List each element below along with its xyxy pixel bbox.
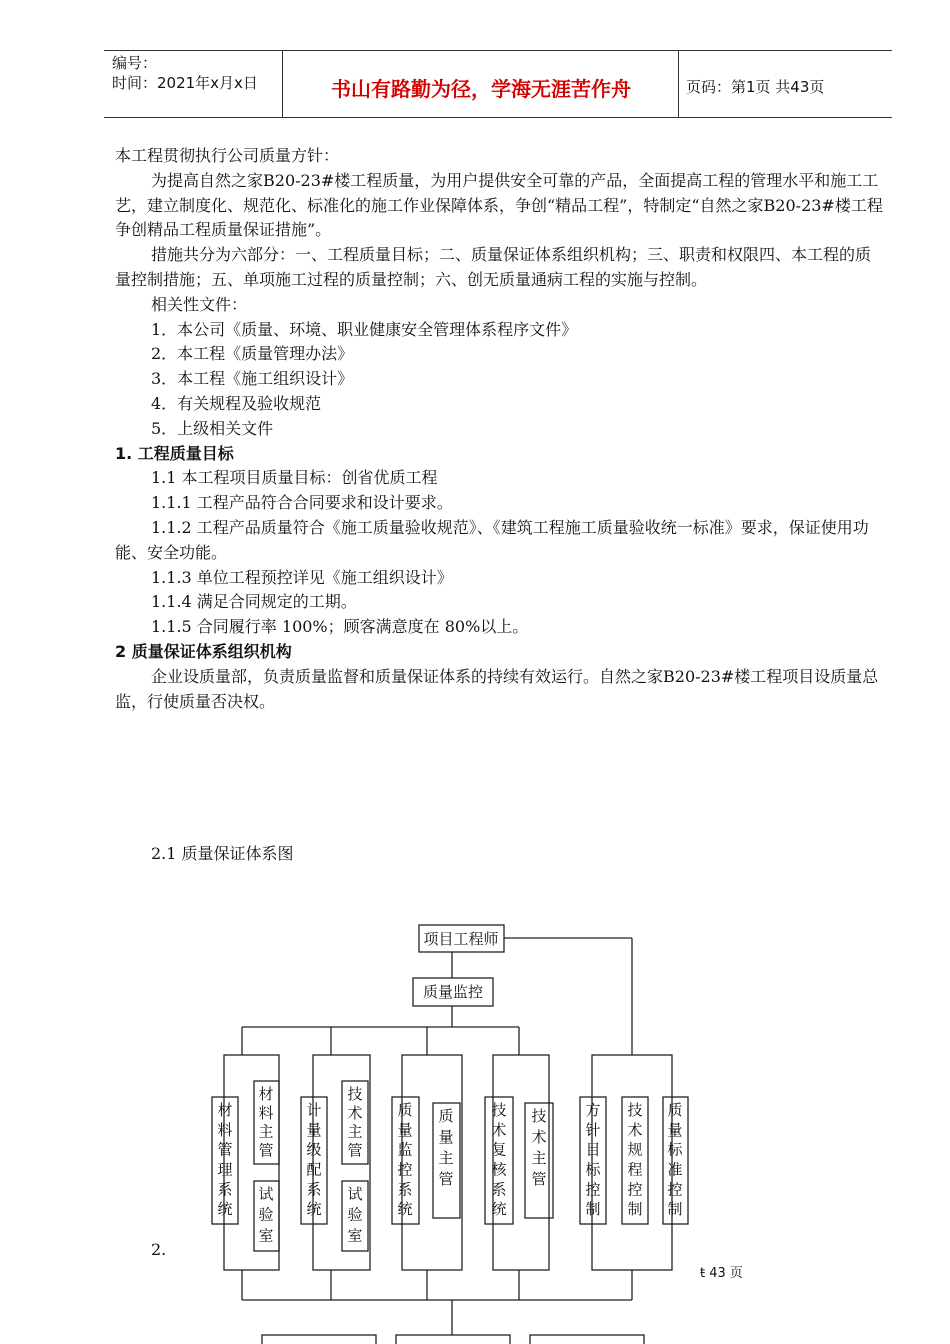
chart-vertical-label: 技术规程控制 bbox=[627, 1101, 643, 1219]
chart-vertical-label: 质量标准控制 bbox=[667, 1101, 683, 1219]
list-item: 3．本工程《施工组织设计》 bbox=[151, 369, 354, 389]
paragraph: 本工程贯彻执行公司质量方针： bbox=[115, 146, 340, 165]
page-fragment: 2. bbox=[151, 1240, 167, 1259]
paragraph: 企业设质量部，负责质量监督和质量保证体系的持续有效运行。自然之家B20-23#楼工程项目设质量总监，行使质量否决权。 bbox=[115, 666, 879, 711]
paragraph: 相关性文件： bbox=[151, 294, 248, 314]
number-label: 编号： bbox=[112, 54, 158, 72]
list-item: 4．有关规程及验收规范 bbox=[151, 393, 322, 413]
diagram-caption: 2.1 质量保证体系图 bbox=[151, 844, 294, 863]
chart-vertical-label: 质量主管 bbox=[438, 1107, 454, 1188]
chart-vertical-label: 质量监控系统 bbox=[397, 1101, 413, 1219]
page-info: 页码：第1页 共43页 bbox=[686, 78, 825, 96]
chart-vertical-label: 材料主管 bbox=[258, 1085, 274, 1160]
subsection: 1.1.5 合同履行率 100%；顾客满意度在 80%以上。 bbox=[151, 617, 529, 637]
subsection: 1.1.3 单位工程预控详见《施工组织设计》 bbox=[151, 567, 453, 587]
subsection: 1.1 本工程项目质量目标：创省优质工程 bbox=[151, 468, 438, 488]
subsection: 1.1.1 工程产品符合合同要求和设计要求。 bbox=[151, 493, 453, 513]
chart-vertical-label: 技术主管 bbox=[531, 1107, 547, 1188]
header-motto: 书山有路勤为径，学海无涯苦作舟 bbox=[331, 77, 631, 101]
chart-vertical-label: 试验室 bbox=[347, 1185, 363, 1245]
chart-label: 项目工程师 bbox=[423, 930, 499, 948]
chart-vertical-label: 材料管理系统 bbox=[217, 1101, 233, 1219]
chart-vertical-label: 技术复核系统 bbox=[491, 1101, 507, 1219]
list-item: 1．本公司《质量、环境、职业健康安全管理体系程序文件》 bbox=[151, 319, 578, 339]
list-item: 5．上级相关文件 bbox=[151, 418, 274, 438]
page-footer: ŧ 43 页 bbox=[700, 1266, 743, 1281]
section-heading: 2 质量保证体系组织机构 bbox=[115, 641, 292, 661]
chart-vertical-label: 计量级配系统 bbox=[306, 1101, 322, 1219]
chart-vertical-label: 技术主管 bbox=[347, 1085, 363, 1160]
list-item: 2．本工程《质量管理办法》 bbox=[151, 344, 354, 364]
subsection: 1.1.2 工程产品质量符合《施工质量验收规范》、《建筑工程施工质量验收统一标准》要求，保证使用功能、安全功能。 bbox=[115, 517, 869, 562]
chart-label: 质量监控 bbox=[422, 983, 484, 1001]
time-label: 时间：2021年x月x日 bbox=[112, 74, 258, 92]
subsection: 1.1.4 满足合同规定的工期。 bbox=[151, 592, 357, 612]
paragraph: 措施共分为六部分：一、工程质量目标；二、质量保证体系组织机构；三、职责和权限四、本工程的质量控制措施；五、单项施工过程的质量控制；六、创无质量通病工程的实施与控制。 bbox=[115, 245, 872, 289]
paragraph: 为提高自然之家B20-23#楼工程质量，为用户提供安全可靠的产品，全面提高工程的管理水平和施工工艺，建立制度化、规范化、标准化的施工作业保障体系，争创“精品工程”，特制定“自然之家B20-23#楼工程争创精品工程质量保证措施”。 bbox=[115, 170, 883, 240]
section-heading: 1. 工程质量目标 bbox=[115, 443, 234, 463]
chart-vertical-label: 方针目标控制 bbox=[585, 1101, 601, 1219]
chart-vertical-label: 试验室 bbox=[258, 1185, 274, 1245]
